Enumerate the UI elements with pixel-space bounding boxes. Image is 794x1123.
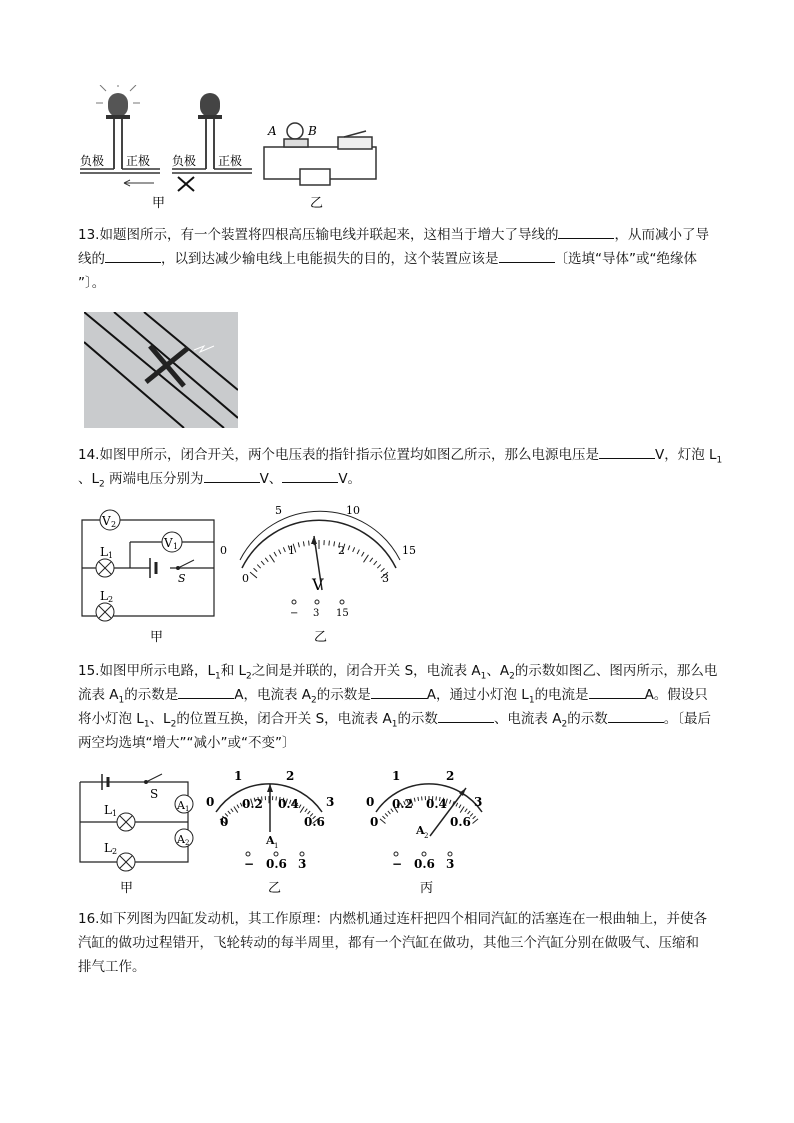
- svg-text:L: L: [104, 803, 112, 817]
- q14-figure: [70, 498, 430, 648]
- bulb-l2-icon: [96, 603, 114, 621]
- dial-tick: [370, 558, 373, 562]
- q13-line-3: ”〕。: [78, 275, 106, 291]
- voltmeter-v1-icon: [162, 532, 182, 552]
- ammeter-dial-a1: [206, 769, 334, 871]
- svg-text:0: 0: [206, 795, 215, 809]
- dial-tick: [362, 552, 365, 556]
- dial-tick: [450, 800, 451, 804]
- q15-blank-1[interactable]: [178, 686, 234, 699]
- q14-blank-3[interactable]: [282, 470, 338, 483]
- q13-line-1: 13.如题图所示，有一个装置将四根高压输电线并联起来，这相当于增大了导线的 ，从而减小了导: [78, 227, 709, 243]
- dial-tick: [279, 550, 281, 554]
- dial-tick: [305, 809, 307, 812]
- q15-line-1: 15.如图甲所示电路，$L_1$和 $L_2$之间是并联的，闭合开关 S，电流表 $A_1$、$A_2$的示数如图乙、图丙所示，那么电: [78, 663, 718, 682]
- q15-bulb-l1-icon: [117, 813, 135, 831]
- q13-blank-2[interactable]: [105, 250, 161, 263]
- q13-blank-1[interactable]: [558, 226, 614, 239]
- dial-tick: [300, 807, 304, 813]
- svg-text:1: 1: [274, 842, 279, 850]
- svg-text:−: −: [290, 608, 299, 619]
- dial-tick: [257, 565, 260, 569]
- dial-tick: [309, 541, 310, 546]
- svg-text:0.6: 0.6: [450, 815, 471, 829]
- dial-tick: [250, 572, 257, 578]
- svg-text:A: A: [177, 833, 185, 846]
- ammeter-a2-icon: [175, 829, 193, 847]
- led-left-pos-label: 正极: [126, 154, 151, 168]
- dial-tick: [334, 541, 335, 546]
- q15-blank-5[interactable]: [608, 710, 664, 723]
- q16-line-2: 汽缸的做功过程错开，飞轮转动的每半周里，都有一个汽缸在做功，其他三个汽缸分别在做吸气、压缩和: [78, 935, 699, 951]
- svg-text:0.4: 0.4: [426, 797, 447, 811]
- svg-text:−: −: [244, 857, 255, 871]
- q13-line-2: 线的 ，以到达减少输电线上电能损失的目的，这个装置应该是 〔选填“导体”或“绝缘体: [78, 251, 697, 267]
- ammeter-a1-icon: [175, 795, 193, 813]
- dial-tick: [460, 807, 464, 813]
- dial-tick: [456, 803, 458, 807]
- powerline-photo: [84, 312, 238, 428]
- svg-text:1: 1: [108, 551, 114, 560]
- cross-mark-icon: [178, 177, 194, 191]
- svg-text:L: L: [100, 545, 108, 559]
- svg-text:0.2: 0.2: [392, 797, 413, 811]
- dial-tick: [382, 816, 385, 819]
- ammeter-dial-a2: [366, 769, 482, 871]
- voltmeter-dial: [220, 504, 416, 619]
- bulb-l1-icon: [96, 559, 114, 577]
- svg-text:0.6: 0.6: [304, 815, 325, 829]
- dial-tick: [237, 805, 239, 808]
- svg-text:2: 2: [424, 832, 429, 840]
- q13-blank-3[interactable]: [499, 250, 555, 263]
- dial-tick: [274, 552, 277, 556]
- dial-tick: [234, 807, 238, 813]
- svg-text:0: 0: [220, 815, 229, 829]
- q14-caption-jia: 甲: [150, 630, 164, 645]
- q14-blank-1[interactable]: [599, 446, 655, 459]
- dial-tick: [388, 811, 391, 814]
- v-lower-2: 2: [338, 544, 345, 557]
- svg-text:V: V: [102, 514, 111, 528]
- svg-text:0.4: 0.4: [278, 797, 299, 811]
- dial-tick: [270, 555, 275, 563]
- q14-caption-yi: 乙: [314, 630, 328, 645]
- svg-text:15: 15: [336, 608, 349, 619]
- svg-text:L: L: [104, 841, 112, 855]
- dial-tick: [299, 805, 301, 808]
- svg-text:1: 1: [112, 809, 118, 818]
- caption-yi: 乙: [310, 196, 324, 211]
- v-lower-0: 0: [242, 572, 249, 585]
- q15-blank-2[interactable]: [371, 686, 427, 699]
- svg-text:S: S: [150, 787, 159, 801]
- v-upper-5: 5: [275, 504, 282, 517]
- svg-text:A: A: [177, 799, 185, 812]
- dial-tick: [261, 561, 264, 565]
- q16-line-3: 排气工作。: [78, 959, 146, 975]
- dial-tick: [265, 558, 268, 562]
- svg-text:1: 1: [392, 769, 401, 783]
- dial-tick: [329, 541, 330, 546]
- dial-tick: [459, 805, 461, 808]
- label-a: A: [268, 124, 277, 138]
- q15-bulb-l2-icon: [117, 853, 135, 871]
- dial-tick: [231, 809, 233, 812]
- dial-tick: [308, 811, 311, 814]
- svg-text:3: 3: [313, 608, 320, 619]
- dial-tick: [377, 565, 380, 569]
- svg-text:2: 2: [446, 769, 455, 783]
- dial-tick: [473, 819, 479, 824]
- svg-text:−: −: [392, 857, 403, 871]
- dial-tick: [283, 547, 285, 552]
- svg-text:0: 0: [370, 815, 379, 829]
- svg-text:1: 1: [173, 542, 179, 551]
- q15-line-3: 将小灯泡 $L_1$、$L_2$的位置互换，闭合开关 S，电流表 $A_1$的示数 、电流表 $A_2$的示数 。〔最后: [78, 711, 711, 730]
- q15-blank-3[interactable]: [589, 686, 645, 699]
- svg-text:2: 2: [185, 839, 190, 847]
- q15-blank-4[interactable]: [438, 710, 494, 723]
- q15-caption-jia: 甲: [120, 881, 134, 896]
- dial-tick: [298, 542, 299, 547]
- dial-tick: [468, 811, 471, 814]
- svg-text:3: 3: [446, 857, 455, 871]
- dial-tick: [414, 798, 415, 802]
- svg-text:1: 1: [234, 769, 243, 783]
- figure-led-circuit: [70, 85, 390, 215]
- dial-tick: [254, 568, 258, 571]
- v-upper-10: 10: [346, 504, 360, 517]
- svg-text:A: A: [266, 834, 275, 847]
- svg-text:V: V: [164, 536, 173, 550]
- label-b: B: [308, 124, 317, 138]
- svg-text:S: S: [178, 572, 186, 585]
- led-right-pos-label: 正极: [218, 154, 243, 168]
- q16-line-1: 16.如下列图为四缸发动机，其工作原理：内燃机通过连杆把四个相同汽缸的活塞连在一根曲轴上，并使各: [78, 911, 707, 927]
- led-right-neg-label: 负极: [172, 154, 197, 168]
- svg-text:2: 2: [112, 847, 118, 856]
- voltmeter-v2-icon: [100, 510, 120, 530]
- svg-text:3: 3: [326, 795, 335, 809]
- dial-tick: [374, 561, 377, 565]
- svg-text:3: 3: [298, 857, 307, 871]
- svg-text:0.2: 0.2: [242, 797, 263, 811]
- q14-line-2: 、$L_2$ 两端电压分别为 V、 V。: [78, 471, 362, 490]
- bulb-circuit-diagram: [264, 123, 376, 185]
- dial-tick: [353, 547, 355, 552]
- q15-caption-bing: 丙: [420, 881, 434, 896]
- dial-tick: [385, 813, 388, 816]
- v-lower-3: 3: [382, 572, 389, 585]
- q14-blank-2[interactable]: [204, 470, 260, 483]
- q15-figure: [70, 762, 510, 902]
- dial-tick: [418, 797, 419, 801]
- svg-text:2: 2: [108, 595, 114, 604]
- dial-tick: [473, 816, 476, 819]
- led-left-neg-label: 负极: [80, 154, 105, 168]
- svg-text:0.6: 0.6: [266, 857, 287, 871]
- svg-text:1: 1: [185, 805, 190, 813]
- v-upper-0: 0: [220, 544, 227, 557]
- dial-tick: [348, 545, 350, 550]
- svg-text:A: A: [416, 824, 425, 837]
- dial-tick: [303, 541, 304, 546]
- svg-text:2: 2: [111, 520, 117, 529]
- dial-tick: [364, 555, 369, 563]
- svg-text:0.6: 0.6: [414, 857, 435, 871]
- q15-line-2: 流表 $A_1$的示数是 A，电流表 $A_2$的示数是 A，通过小灯泡 $L_1$的电流是 A。假设只: [78, 687, 708, 706]
- q14-line-1: 14.如图甲所示，闭合开关，两个电压表的指针指示位置均如图乙所示，那么电源电压是 V，灯泡 $L_1$: [78, 447, 723, 466]
- v-unit: V: [312, 575, 324, 594]
- svg-text:L: L: [100, 589, 108, 603]
- v-upper-15: 15: [402, 544, 416, 557]
- dial-tick: [465, 809, 467, 812]
- svg-text:0: 0: [366, 795, 375, 809]
- q15-line-4: 两空均选填“增大”“减小”或“不变”〕: [78, 735, 296, 751]
- dial-tick: [380, 819, 386, 824]
- v-lower-1: 1: [288, 544, 295, 557]
- svg-text:3: 3: [474, 795, 483, 809]
- dial-tick: [228, 811, 231, 814]
- battery-icon: [150, 558, 156, 578]
- svg-text:2: 2: [286, 769, 295, 783]
- q15-caption-yi: 乙: [268, 881, 282, 896]
- caption-jia: 甲: [152, 196, 166, 211]
- dial-tick: [357, 550, 359, 554]
